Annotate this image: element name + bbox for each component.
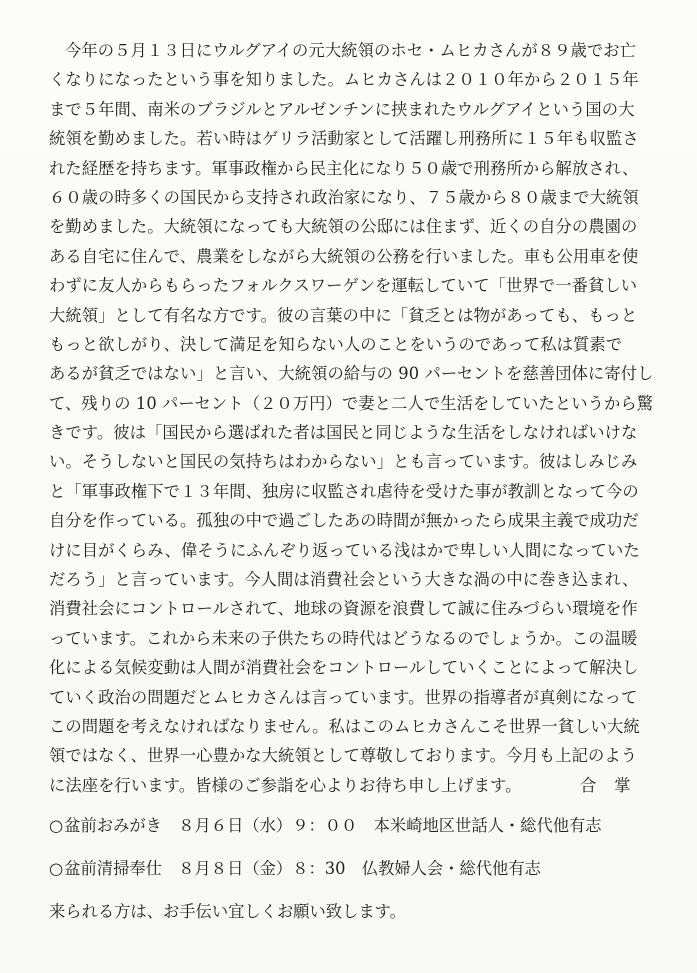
paragraph-closing-line xyxy=(49,771,654,800)
event-list xyxy=(49,812,654,926)
paragraph-line: っています。これから未来の子供たちの時代はどうなるのでしょうか。この温暖 xyxy=(49,628,638,648)
paragraph-line: あるが貧乏ではない」と言い、大統領の給与の 90 パーセントを慈善団体に寄付し xyxy=(49,364,654,384)
paragraph-line: くなりになったという事を知りました。ムヒカさんは２０１０年から２０１５年 xyxy=(49,70,639,90)
paragraph-line: に法座を行います。皆様のご参詣を心よりお待ち申し上げます。 xyxy=(49,775,522,795)
paragraph-line: まで５年間、南米のブラジルとアルゼンチンに挟まれたウルグアイという国の大 xyxy=(49,99,635,119)
paragraph-line: と「軍事政権下で１３年間、独房に収監され虐待を受けた事が教訓となって今の xyxy=(49,481,639,501)
paragraph-line: ６０歳の時多くの国民から支持され政治家になり、７５歳から８０歳まで大統領 xyxy=(49,187,639,207)
event-participants: 仏教婦人会・総代他有志 xyxy=(361,859,541,878)
paragraph-line: もっと欲しがり、決して満足を知らない人のことをいうのであって私は質素で xyxy=(49,334,623,354)
event-date: ８月８日（金） xyxy=(178,859,293,878)
circle-icon: ○ xyxy=(49,859,64,878)
main-paragraph xyxy=(49,36,654,800)
paragraph-line: 領ではなく、世界一心豊かな大統領として尊敬しております。今月も上記のよう xyxy=(49,746,638,766)
paragraph-line: 大統領」として有名な方です。彼の言葉の中に「貧乏とは物があっても、もっと xyxy=(49,305,638,325)
paragraph-line: 化による気候変動は人間が消費社会をコントロールしていくことによって解決し xyxy=(49,658,639,678)
paragraph-line: きです。彼は「国民から選ばれた者は国民と同じような生活をしなければいけな xyxy=(49,423,638,443)
paragraph-line: ていく政治の問題だとムヒカさんは言っています。世界の指導者が真剣になって xyxy=(49,687,638,707)
event-participants: 本米崎地区世話人・総代他有志 xyxy=(373,816,602,835)
event-name: 盆前おみがき xyxy=(64,816,162,835)
event-item xyxy=(49,812,654,840)
paragraph-line: 自分を作っている。孤独の中で過ごしたあの時間が無かったら成果主義で成功だ xyxy=(49,511,639,531)
final-note: 来られる方は、お手伝い宜しくお願い致します。 xyxy=(49,902,406,921)
event-date: ８月６日（水） xyxy=(178,816,293,835)
paragraph-line: 統領を勤めました。若い時はゲリラ活動家として活躍し刑務所に１５年も収監さ xyxy=(49,129,639,149)
paragraph-line: て、残りの 10 パーセント（２０万円）で妻と二人で生活をしていたというから驚 xyxy=(49,393,654,413)
event-time: ８：30 xyxy=(292,859,346,878)
paragraph-line: い。そうしないと国民の気持ちはわからない」とも言っています。彼はしみじみ xyxy=(49,452,638,472)
paragraph-line: けに目がくらみ、偉そうにふんぞり返っている浅はかで卑しい人間になっていた xyxy=(49,540,640,560)
event-time: ９：００ xyxy=(292,816,358,835)
paragraph-line: わずに友人からもらったフォルクスワーゲンを運転していて「世界で一番貧しい xyxy=(49,276,638,296)
paragraph-line: ある自宅に住んで、農業をしながら大統領の公務を行いました。車も公用車を使 xyxy=(49,246,639,266)
paragraph-line: れた経歴を持ちます。軍事政権から民主化になり５０歳で刑務所から解放され、 xyxy=(49,158,639,178)
paragraph-line: を勤めました。大統領になっても大統領の公邸には住まず、近くの自分の農園の xyxy=(49,217,638,237)
closing-word: 合掌 xyxy=(580,775,649,795)
paragraph-line: 消費社会にコントロールされて、地球の資源を浪費して誠に住みづらい環境を作 xyxy=(49,599,638,619)
paragraph-line: 今年の５月１３日にウルグアイの元大統領のホセ・ムヒカさんが８９歳でお亡 xyxy=(65,41,637,60)
circle-icon: ○ xyxy=(49,816,64,835)
event-item xyxy=(49,855,654,883)
paragraph-line: だろう」と言っています。今人間は消費社会という大きな渦の中に巻き込まれ、 xyxy=(49,570,639,590)
event-name: 盆前清掃奉仕 xyxy=(64,859,162,878)
paragraph-line: この問題を考えなければなりません。私はこのムヒカさんこそ世界一貧しい大統 xyxy=(49,716,640,736)
